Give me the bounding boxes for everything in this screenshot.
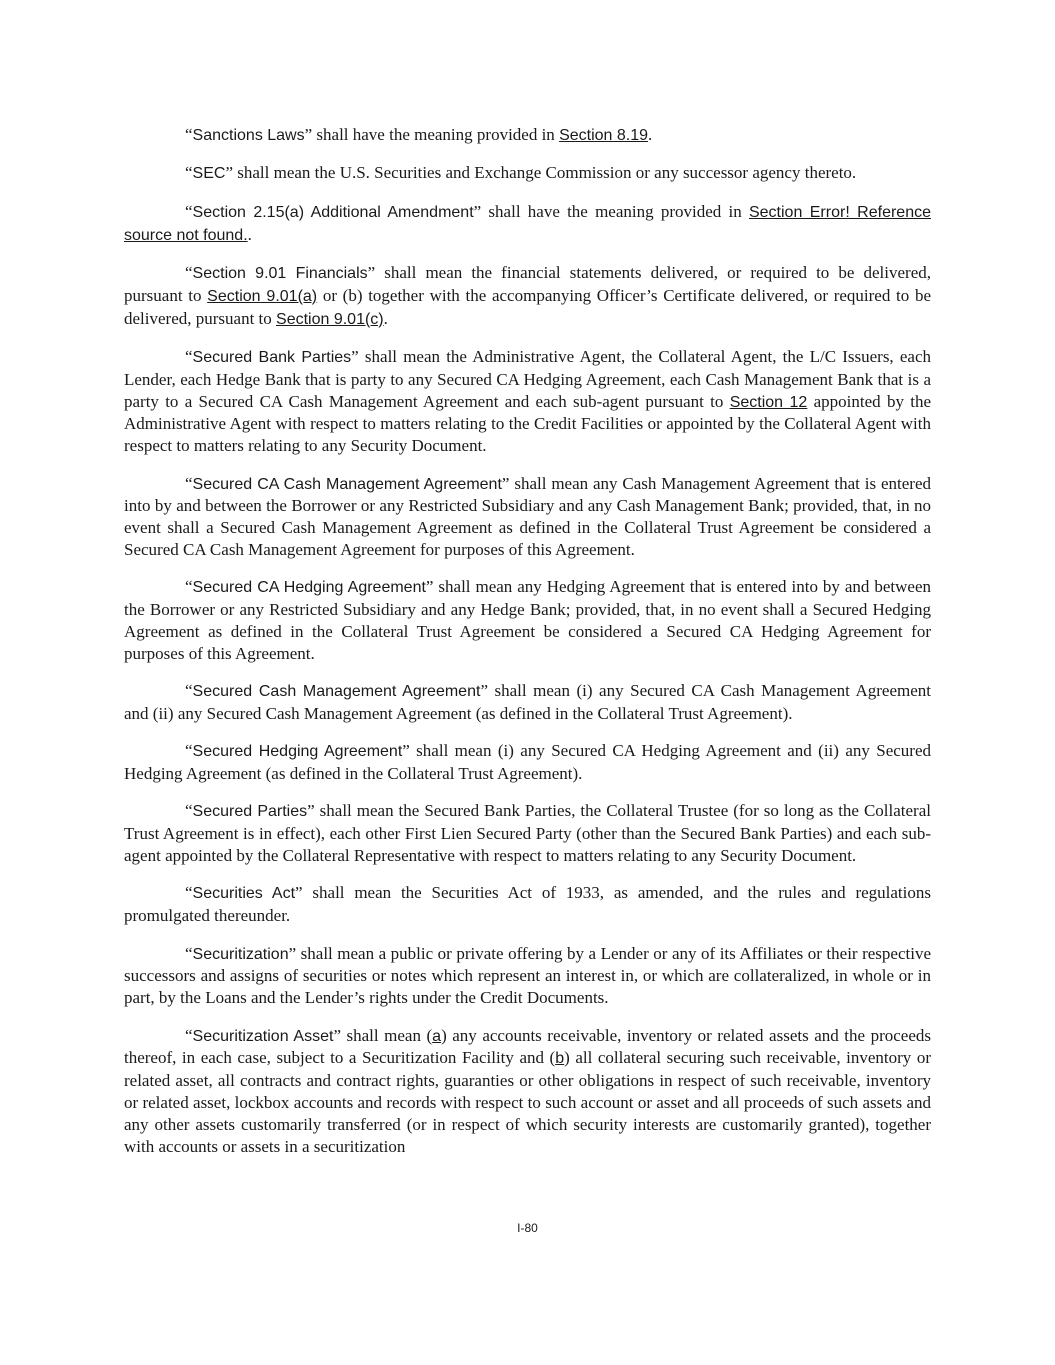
definition-text: ) all collateral securing such receivable, inventory or related asset, all contracts and contract rights, guaranties or other obligations in respect of such receivable, inventory or related asset, lockbox accounts and records with respect to such account or asset and all proceeds of such assets and any other assets customarily transferred (or in respect of which security interests are customarily granted), together with accounts or assets in a securitization — [124, 1048, 931, 1156]
page-number: I-80 — [517, 1221, 538, 1235]
defined-term: Sanctions Laws — [192, 127, 305, 144]
section-reference-link[interactable]: Section 9.01(a) — [207, 287, 318, 305]
definition-text: ” shall mean any Hedging Agreement that is entered into by and between the Borrower or any Restricted Subsidiary and any Hedge Bank; provided, that, in no event shall a Secured Hedging Agreement as defined in the Collateral Trust Agreement be considered a Secured CA Hedging Agreement for purposes of this Agreement. — [124, 577, 931, 663]
definition-paragraph: “Secured Cash Management Agreement” shall mean (i) any Secured CA Cash Management Agreement and (ii) any Secured Cash Management Agreement (as defined in the Collateral Trust Agreement). — [124, 681, 931, 723]
section-reference-link[interactable]: b — [555, 1050, 565, 1068]
definition-text: . — [383, 308, 388, 328]
definition-text: ” shall mean the Administrative Agent, the Collateral Agent, the L/C Issuers, each Lender, each Hedge Bank that is party to any Secured CA Hedging Agreement, each Cash Management Bank that is a party to a Secured CA Cash Management Agreement and each sub-agent pursuant to — [124, 346, 932, 411]
section-reference-link[interactable]: Section 12 — [729, 393, 808, 411]
definition-paragraph: “Securitization Asset” shall mean (a) any accounts receivable, inventory or related assets and the proceeds thereof, in each case, subject to a Securitization Facility and (b) all collateral securing such receivable, inventory or related asset, all contracts and contract rights, guaranties or other obligations in respect of such receivable, inventory or related asset, lockbox accounts and records with respect to such account or asset and all proceeds of such assets and any other assets customarily transferred (or in respect of which security interests are customarily granted), together with accounts or assets in a securitization — [124, 1025, 931, 1156]
section-reference-link[interactable]: Section 9.01(c) — [276, 310, 384, 328]
section-reference-link[interactable]: Section 8.19 — [559, 127, 649, 144]
definition-text: ” shall mean (i) any Secured CA Cash Management Agreement and (ii) any Secured Cash Management Agreement (as defined in the Collateral Trust Agreement). — [124, 681, 931, 723]
definition-text: ) any accounts receivable, inventory or related assets and the proceeds thereof, in each case, subject to a Securitization Facility and ( — [124, 1025, 931, 1068]
definition-paragraph: “Secured CA Cash Management Agreement” shall mean any Cash Management Agreement that is entered into by and between the Borrower or any Restricted Subsidiary and any Cash Management Bank; provided, that, in no event shall a Secured Cash Management Agreement as defined in the Collateral Trust Agreement be considered a Secured CA Cash Management Agreement for purposes of this Agreement. — [124, 473, 931, 559]
defined-term: Securities Act — [192, 885, 296, 903]
definition-paragraph: “Secured Parties” shall mean the Secured Bank Parties, the Collateral Trustee (for so long as the Collateral Trust Agreement is in effect), each other First Lien Secured Party (other than the Secured Bank Parties) and each sub-agent appointed by the Collateral Representative with respect to matters relating to any Security Document. — [124, 801, 931, 866]
definition-text: ” shall mean any Cash Management Agreement that is entered into by and between the Borrower or any Restricted Subsidiary and any Cash Management Bank; provided, that, in no event shall a Secured Cash Management Agreement as defined in the Collateral Trust Agreement be considered a Secured CA Cash Management Agreement for purposes of this Agreement. — [124, 473, 931, 559]
definition-paragraph: “Secured Bank Parties” shall mean the Administrative Agent, the Collateral Agent, the L/C Issuers, each Lender, each Hedge Bank that is party to any Secured CA Hedging Agreement, each Cash Management Bank that is a party to a Secured CA Cash Management Agreement and each sub-agent pursuant to Section 12 appointed by the Administrative Agent with respect to matters relating to the Credit Facilities or appointed by the Collateral Agent with respect to matters relating to any Security Document. — [124, 346, 932, 456]
defined-term: SEC — [192, 165, 226, 183]
definition-paragraph: “Section 2.15(a) Additional Amendment” shall have the meaning provided in Section Error! Reference source not found.. — [124, 201, 932, 244]
definition-text: ” shall mean the Secured Bank Parties, the Collateral Trustee (for so long as the Collateral Trust Agreement is in effect), each other First Lien Secured Party (other than the Secured Bank Parties) and each sub-agent appointed by the Collateral Representative with respect to matters relating to any Security Document. — [124, 801, 931, 866]
definitions-list — [124, 124, 931, 1173]
defined-term: Secured Bank Parties — [192, 348, 352, 366]
defined-term: Secured Parties — [192, 803, 308, 821]
defined-term: Secured Cash Management Agreement — [192, 683, 481, 701]
defined-term: Securitization — [192, 945, 289, 963]
definition-paragraph: “SEC” shall mean the U.S. Securities and Exchange Commission or any successor agency thereto. — [185, 163, 857, 183]
definition-paragraph: “Securitization” shall mean a public or private offering by a Lender or any of its Affiliates or their respective successors and assigns of securities or notes which represent an interest in, or which are collateralized, in whole or in part, by the Loans and the Lender’s rights under the Credit Documents. — [124, 943, 931, 1008]
defined-term: Securitization Asset — [192, 1027, 334, 1045]
definition-paragraph: “Sanctions Laws” shall have the meaning provided in Section 8.19. — [185, 125, 653, 144]
definition-text: or (b) together with the accompanying Officer’s Certificate delivered, or required to be delivered, pursuant to — [124, 285, 931, 328]
defined-term: Secured CA Cash Management Agreement — [192, 475, 502, 493]
definition-text: ” shall mean the financial statements delivered, or required to be delivered, pursuant to — [124, 262, 932, 305]
definition-text: ” shall mean (i) any Secured CA Hedging Agreement and (ii) any Secured Hedging Agreement (as defined in the Collateral Trust Agreement). — [124, 741, 931, 784]
definition-text: ” shall have the meaning provided in — [473, 201, 749, 221]
defined-term: Section 9.01 Financials — [192, 264, 368, 282]
defined-term: Secured Hedging Agreement — [192, 743, 403, 761]
definition-text: ” shall mean a public or private offering by a Lender or any of its Affiliates or their respective successors and assigns of securities or notes which represent an interest in, or which are collateralized, in whole or in part, by the Loans and the Lender’s rights under the Credit Documents. — [124, 943, 931, 1008]
definition-text: . — [247, 224, 252, 244]
definition-text: ” shall have the meaning provided in — [304, 125, 560, 144]
definition-paragraph: “Section 9.01 Financials” shall mean the financial statements delivered, or required to be delivered, pursuant to Section 9.01(a) or (b) together with the accompanying Officer’s Certificate delivered, or required to be delivered, pursuant to Section 9.01(c). — [124, 262, 932, 328]
section-reference-link[interactable]: Section Error! Reference source not found. — [124, 203, 932, 244]
defined-term: Section 2.15(a) Additional Amendment — [192, 203, 474, 221]
definition-paragraph: “Securities Act” shall mean the Securities Act of 1933, as amended, and the rules and regulations promulgated thereunder. — [124, 883, 931, 926]
definition-text: appointed by the Administrative Agent with respect to matters relating to the Credit Facilities or appointed by the Collateral Agent with respect to matters relating to any Security Document. — [124, 391, 932, 456]
definition-text: . — [648, 125, 653, 144]
definition-paragraph: “Secured CA Hedging Agreement” shall mean any Hedging Agreement that is entered into by and between the Borrower or any Restricted Subsidiary and any Hedge Bank; provided, that, in no event shall a Secured Hedging Agreement as defined in the Collateral Trust Agreement be considered a Secured CA Hedging Agreement for purposes of this Agreement. — [124, 577, 931, 663]
section-reference-link[interactable]: a — [432, 1027, 442, 1045]
definition-text: ” shall mean ( — [333, 1025, 433, 1045]
definition-paragraph: “Secured Hedging Agreement” shall mean (i) any Secured CA Hedging Agreement and (ii) any Secured Hedging Agreement (as defined in the Collateral Trust Agreement). — [124, 741, 931, 784]
definition-text: ” shall mean the Securities Act of 1933, as amended, and the rules and regulations promulgated thereunder. — [124, 883, 931, 926]
definition-text: ” shall mean the U.S. Securities and Exchange Commission or any successor agency thereto. — [225, 163, 857, 183]
defined-term: Secured CA Hedging Agreement — [192, 579, 426, 597]
